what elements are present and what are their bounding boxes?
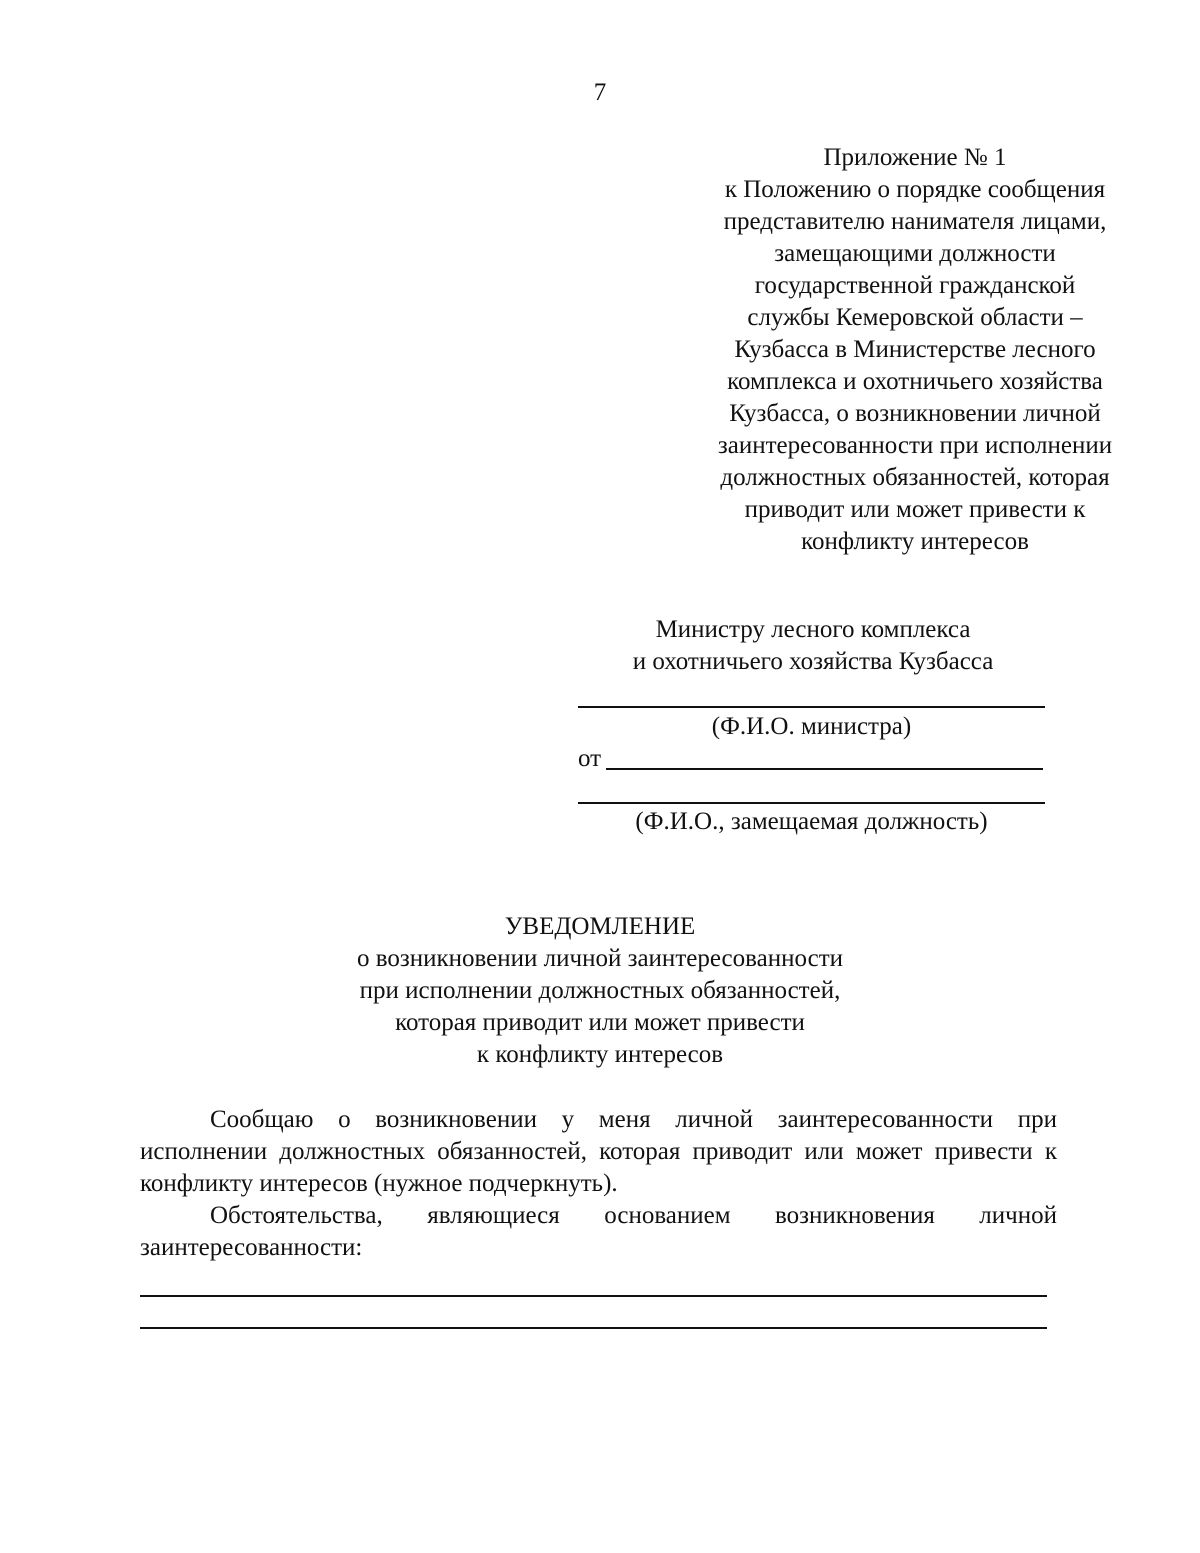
appendix-line: конфликту интересов (801, 528, 1029, 555)
notice-subtitle-line: о возникновении личной заинтересованности (356, 945, 844, 972)
appendix-line: представителю нанимателя лицами, (723, 208, 1107, 235)
notice-title: УВЕДОМЛЕНИЕ (504, 913, 696, 940)
circumstances-line[interactable] (140, 1327, 1047, 1329)
addressee-line: и охотничьего хозяйства Кузбасса (632, 648, 994, 675)
appendix-line: Кузбасса, о возникновении личной (729, 400, 1101, 427)
appendix-line: службы Кемеровской области – (747, 304, 1083, 331)
notice-paragraph: Обстоятельства, являющиеся основанием возникновения личной заинтересованности: (140, 1202, 1057, 1261)
appendix-line: приводит или может привести к (744, 496, 1086, 523)
minister-caption: (Ф.И.О. министра) (711, 713, 912, 740)
addressee-block (578, 614, 1048, 678)
notice-subtitle-line: при исполнении должностных обязанностей, (359, 977, 841, 1004)
appendix-line: Кузбасса в Министерстве лесного (734, 336, 1096, 363)
minister-name-line[interactable] (578, 706, 1045, 708)
sender-name-line[interactable] (606, 768, 1043, 770)
sender-position-line[interactable] (578, 802, 1045, 804)
appendix-header (690, 142, 1140, 558)
appendix-line: заинтересованности при исполнении (717, 432, 1113, 459)
notice-subtitle (0, 943, 1200, 1071)
addressee-line: Министру лесного комплекса (655, 616, 971, 643)
appendix-line: замещающими должности (774, 240, 1056, 267)
appendix-line: государственной гражданской (754, 272, 1076, 299)
page-number: 7 (593, 79, 607, 106)
appendix-line: должностных обязанностей, которая (720, 464, 1110, 491)
from-label: от (578, 745, 602, 772)
notice-subtitle-line: к конфликту интересов (476, 1041, 724, 1068)
circumstances-line[interactable] (140, 1295, 1047, 1297)
notice-subtitle-line: которая приводит или может привести (395, 1009, 805, 1036)
sender-caption: (Ф.И.О., замещаемая должность) (635, 808, 988, 835)
appendix-line: комплекса и охотничьего хозяйства (727, 368, 1103, 395)
notice-body (140, 1104, 1057, 1264)
appendix-line: к Положению о порядке сообщения (724, 176, 1106, 203)
appendix-line: Приложение № 1 (823, 144, 1007, 171)
notice-paragraph: Сообщаю о возникновении у меня личной заинтересованности при исполнении должностных обязанностей, которая приводит или может привести к конфликту интересов (нужное подчеркнуть). (140, 1106, 1057, 1197)
